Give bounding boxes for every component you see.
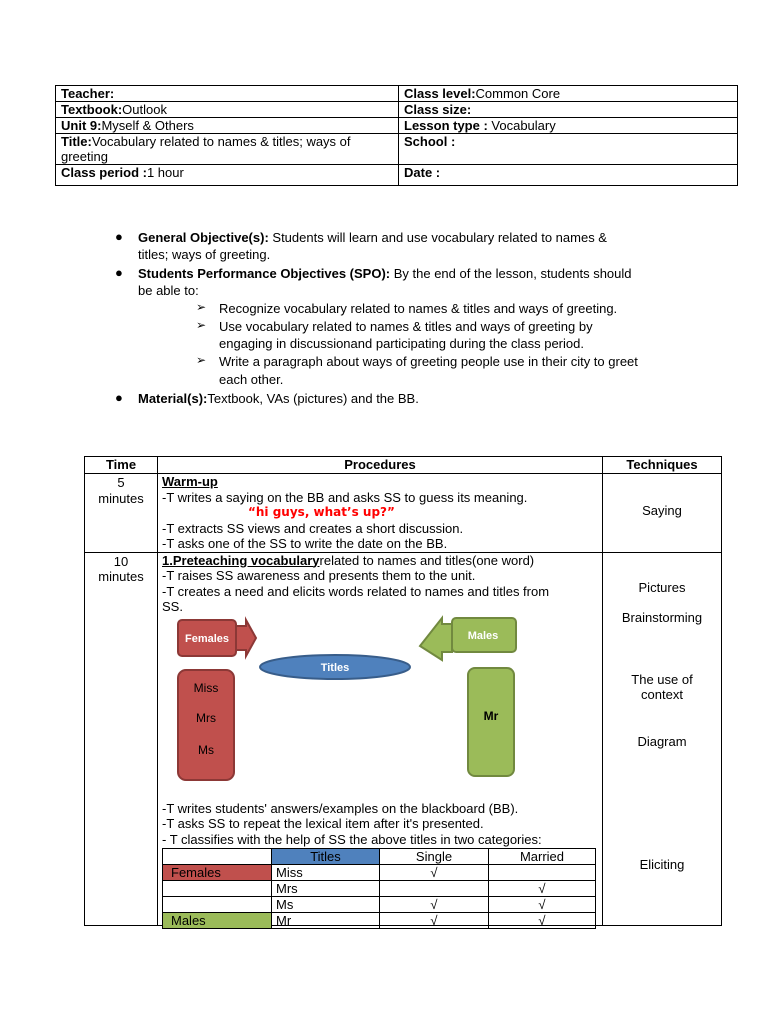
category-cell <box>163 881 272 897</box>
arrow-bullet-icon: ➢ <box>196 353 207 367</box>
class-level-label: Class level: <box>404 86 476 101</box>
technique-saying: Saying <box>642 503 682 518</box>
subtable-header-titles: Titles <box>272 849 380 865</box>
time-value: 5 <box>117 475 125 490</box>
general-objective-label: General Objective(s): <box>138 230 269 245</box>
single-check <box>380 881 489 897</box>
table-row <box>163 865 596 881</box>
title-cell: Mrs <box>272 881 380 897</box>
subtable-header-single: Single <box>380 849 489 865</box>
spo-label: Students Performance Objectives (SPO): <box>138 266 391 281</box>
males-label: Males <box>467 630 499 642</box>
technique-context: context <box>641 686 683 702</box>
class-level-value: Common Core <box>475 86 561 101</box>
general-objective <box>138 229 678 263</box>
procedure-line: -T asks SS to repeat the lexical item after it's presented. <box>162 816 484 831</box>
single-check: √ <box>380 865 489 881</box>
male-title: Mr <box>483 709 499 723</box>
title-cell: Miss <box>272 865 380 881</box>
titles-label: Titles <box>320 662 350 674</box>
spo-text: By the end of the lesson, students should <box>390 266 632 281</box>
bullet-icon: ● <box>115 265 123 280</box>
title-value: Vocabulary related to names & titles; ways of greeting <box>61 134 351 164</box>
male-titles-box <box>468 668 514 776</box>
teacher-label: Teacher: <box>61 86 115 101</box>
warmup-cell <box>158 474 603 553</box>
class-period-label: Class period : <box>61 165 147 180</box>
spo-objective <box>138 265 698 299</box>
technique-cell <box>603 474 722 553</box>
females-callout <box>178 620 256 656</box>
single-check: √ <box>380 913 489 929</box>
technique-brainstorming: Brainstorming <box>621 609 703 625</box>
lesson-type-value: Vocabulary <box>487 118 556 133</box>
general-objective-text-2: titles; ways of greeting. <box>138 247 271 262</box>
procedure-line: - T classifies with the help of SS the above titles in two categories: <box>162 831 542 847</box>
married-check: √ <box>489 881 596 897</box>
preteaching-heading: 1.Preteaching vocabulary <box>162 552 320 568</box>
procedure-line: -T creates a need and elicits words related to names and titles from <box>162 583 550 599</box>
procedure-line: -T asks one of the SS to write the date on the BB. <box>162 536 448 551</box>
material-text: Textbook, VAs (pictures) and the BB. <box>207 391 419 406</box>
males-callout <box>420 618 516 660</box>
preteaching-heading-rest: related to names and titles(one word) <box>319 552 535 568</box>
warmup-heading: Warm-up <box>162 474 218 489</box>
class-period-value: 1 hour <box>146 165 184 180</box>
technique-eliciting: Eliciting <box>639 856 685 872</box>
unit-value: Myself & Others <box>101 118 194 133</box>
date-label: Date : <box>404 165 441 180</box>
materials <box>138 390 419 407</box>
spo-item: Recognize vocabulary related to names & titles and ways of greeting. <box>219 301 618 316</box>
col-header-procedures: Procedures <box>158 457 603 474</box>
spo-item: engaging in discussionand participating during the class period. <box>219 336 584 351</box>
spo-item: Write a paragraph about ways of greeting people use in their city to greet <box>219 354 638 369</box>
subtable-header-blank <box>163 849 272 865</box>
table-row <box>163 897 596 913</box>
female-title: Miss <box>193 681 219 695</box>
female-title: Ms <box>198 743 214 757</box>
lesson-info-table <box>55 85 738 186</box>
title-label: Title: <box>61 134 92 149</box>
procedure-line: -T extracts SS views and creates a short discussion. <box>162 520 464 536</box>
table-row <box>163 881 596 897</box>
material-label: Material(s): <box>138 391 208 406</box>
arrow-bullet-icon: ➢ <box>196 300 207 314</box>
category-females: Females <box>163 865 272 881</box>
titles-classification-table <box>162 848 596 929</box>
title-cell: Mr <box>272 913 380 929</box>
spo-text-2: be able to: <box>138 283 199 298</box>
class-size-label: Class size: <box>404 102 472 117</box>
married-check: √ <box>489 913 596 929</box>
col-header-techniques: Techniques <box>603 457 722 474</box>
unit-label: Unit 9: <box>61 118 102 133</box>
subtable-header-married: Married <box>489 849 596 865</box>
category-cell <box>163 897 272 913</box>
textbook-value: Outlook <box>122 102 167 117</box>
married-check <box>489 865 596 881</box>
married-check: √ <box>489 897 596 913</box>
spo-item: each other. <box>219 372 284 387</box>
single-check: √ <box>380 897 489 913</box>
arrow-bullet-icon: ➢ <box>196 318 207 332</box>
technique-cell <box>603 552 722 925</box>
time-unit: minutes <box>98 569 144 584</box>
procedure-line: -T raises SS awareness and presents them to the unit. <box>162 568 476 583</box>
bullet-icon: ● <box>115 229 123 244</box>
titles-diagram <box>160 612 540 792</box>
females-label: Females <box>184 633 230 645</box>
bullet-icon: ● <box>115 390 123 405</box>
table-row <box>163 913 596 929</box>
general-objective-text: Students will learn and use vocabulary related to names & <box>268 230 607 245</box>
textbook-label: Textbook: <box>61 102 123 117</box>
lesson-type-label: Lesson type : <box>404 118 488 133</box>
category-males: Males <box>163 913 272 929</box>
school-label: School : <box>404 134 456 149</box>
col-header-time: Time <box>85 457 158 474</box>
time-cell <box>85 474 158 553</box>
time-cell <box>85 552 158 925</box>
procedure-line: -T writes a saying on the BB and asks SS to guess its meaning. <box>162 489 528 505</box>
technique-pictures: Pictures <box>638 579 686 595</box>
technique-diagram: Diagram <box>637 733 687 749</box>
time-unit: minutes <box>98 490 144 506</box>
spo-item: Use vocabulary related to names & titles and ways of greeting by <box>219 319 593 334</box>
procedure-line: -T writes students' answers/examples on the blackboard (BB). <box>162 800 519 816</box>
title-cell: Ms <box>272 897 380 913</box>
technique-use-of-context: The use of <box>631 671 693 687</box>
titles-ellipse <box>260 655 410 679</box>
female-title: Mrs <box>196 711 216 725</box>
saying-quote: “hi guys, what’s up?” <box>248 505 395 519</box>
female-titles-box <box>178 670 234 780</box>
time-value: 10 <box>113 553 129 569</box>
procedure-line: SS. <box>162 599 183 614</box>
